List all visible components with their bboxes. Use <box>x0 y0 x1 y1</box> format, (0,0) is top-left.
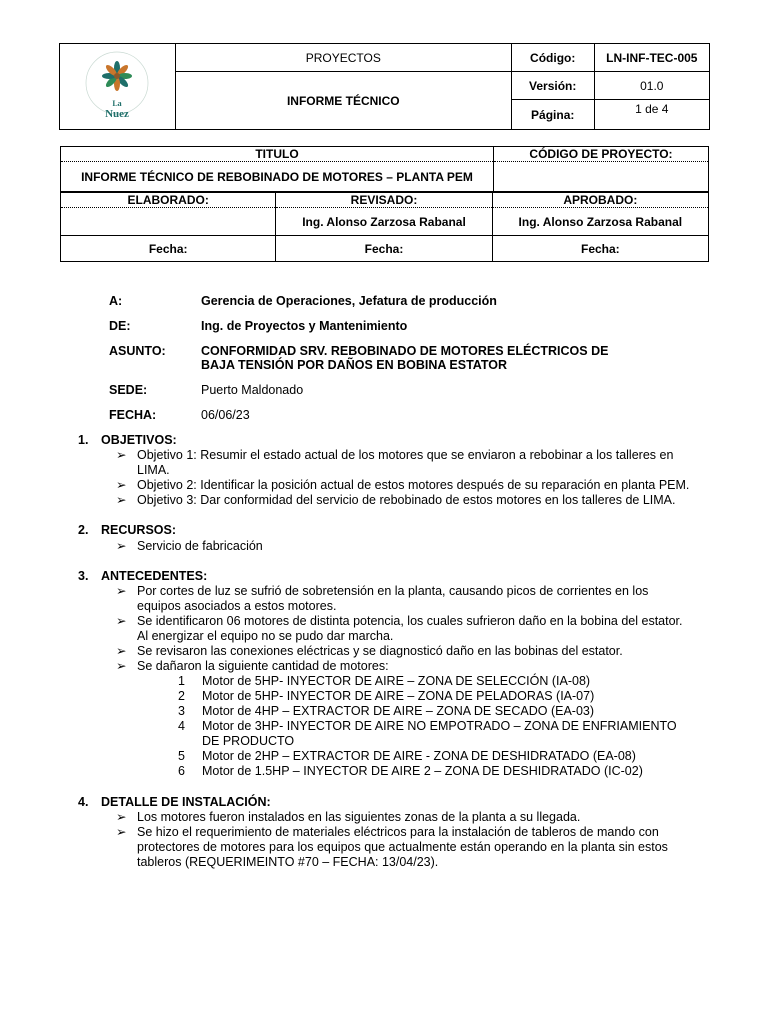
bullet-text: Objetivo 2: Identificar la posición actual de estos motores después de su reparación en planta PEM. <box>137 478 690 492</box>
meta-de-value: Ing. de Proyectos y Mantenimiento <box>201 319 408 333</box>
pagina-label: Página: <box>531 107 575 122</box>
motor-text: Motor de 4HP – EXTRACTOR DE AIRE – ZONA DE SECADO (EA-03) <box>202 704 595 718</box>
list-item <box>116 659 706 674</box>
codigo-value-cell <box>594 44 709 72</box>
list-item <box>116 448 706 478</box>
aprobado-fecha-label: Fecha: <box>580 241 620 256</box>
section-antecedentes-heading <box>78 569 207 583</box>
area-label: PROYECTOS <box>305 50 381 65</box>
revisado-label: REVISADO: <box>350 193 418 207</box>
area-cell <box>175 44 511 72</box>
list-item <box>116 644 706 659</box>
motor-text: Motor de 5HP- INYECTOR DE AIRE – ZONA DE PELADORAS (IA-07) <box>202 689 595 703</box>
codigo-proyecto-label: CÓDIGO DE PROYECTO: <box>529 147 673 161</box>
logo-cell <box>60 44 176 130</box>
section-number: 4. <box>78 795 89 809</box>
document-header <box>59 43 710 130</box>
motor-text: Motor de 5HP- INYECTOR DE AIRE – ZONA DE SELECCIÓN (IA-08) <box>202 674 591 688</box>
bullet-text: Los motores fueron instalados en las siguientes zonas de la planta a su llegada. <box>137 810 581 824</box>
list-item <box>116 825 706 870</box>
list-item <box>116 478 706 493</box>
pagina-value-cell <box>594 100 709 130</box>
svg-text:Nuez: Nuez <box>105 108 130 120</box>
meta-asunto-label: ASUNTO: <box>109 344 166 358</box>
motor-list-item <box>178 764 708 779</box>
version-label-cell <box>511 72 594 100</box>
motor-number: 5 <box>178 749 185 763</box>
arrow-bullet-icon: ➢ <box>116 478 127 492</box>
elaborado-label: ELABORADO: <box>127 193 209 207</box>
elaborado-label-cell <box>61 193 276 208</box>
version-value-cell <box>594 72 709 100</box>
list-item <box>116 584 706 614</box>
arrow-bullet-icon: ➢ <box>116 659 127 673</box>
meta-asunto-value: CONFORMIDAD SRV. REBOBINADO DE MOTORES ELÉCTRICOS DE <box>201 344 609 358</box>
aprobado-label: APROBADO: <box>563 193 638 207</box>
version-value: 01.0 <box>640 78 664 93</box>
revisado-name-cell <box>276 208 492 236</box>
list-item <box>116 493 706 508</box>
motor-number: 4 <box>178 719 185 733</box>
bullet-text: Servicio de fabricación <box>137 539 263 553</box>
bullet-text: Objetivo 1: Resumir el estado actual de los motores que se enviaron a rebobinar a los talleres en <box>137 448 674 462</box>
section-title: OBJETIVOS: <box>101 433 177 447</box>
motor-number: 2 <box>178 689 185 703</box>
motor-list-item <box>178 674 708 689</box>
motor-number: 3 <box>178 704 185 718</box>
approval-table <box>60 146 709 192</box>
titulo-label-cell <box>61 147 494 162</box>
titulo-value: INFORME TÉCNICO DE REBOBINADO DE MOTORES – PLANTA PEM <box>81 169 473 184</box>
codigo-proyecto-label-cell <box>494 147 709 162</box>
arrow-bullet-icon: ➢ <box>116 493 127 507</box>
doc-type-cell <box>175 72 511 130</box>
bullet-text: Se revisaron las conexiones eléctricas y se diagnosticó daño en las bobinas del estator. <box>137 644 623 658</box>
arrow-bullet-icon: ➢ <box>116 584 127 598</box>
section-number: 1. <box>78 433 89 447</box>
titulo-label: TITULO <box>255 147 299 161</box>
section-number: 3. <box>78 569 89 583</box>
bullet-text: Por cortes de luz se sufrió de sobretensión en la planta, causando picos de corrientes en los <box>137 584 649 598</box>
la-nuez-logo <box>77 49 157 121</box>
aprobado-name: Ing. Alonso Zarzosa Rabanal <box>518 214 683 229</box>
motor-text: Motor de 2HP – EXTRACTOR DE AIRE - ZONA DE DESHIDRATADO (EA-08) <box>202 749 636 763</box>
motor-list-item <box>178 749 708 764</box>
bullet-text: Se hizo el requerimiento de materiales eléctricos para la instalación de tableros de mando con <box>137 825 659 839</box>
list-item <box>116 539 706 554</box>
elaborado-name-cell <box>61 208 276 236</box>
bullet-text: Se dañaron la siguiente cantidad de motores: <box>137 659 389 673</box>
meta-de-label: DE: <box>109 319 131 333</box>
section-instalacion-heading <box>78 795 271 809</box>
arrow-bullet-icon: ➢ <box>116 825 127 839</box>
motor-number: 1 <box>178 674 185 688</box>
motor-text-line2: DE PRODUCTO <box>202 734 295 748</box>
bullet-text-line2: LIMA. <box>137 463 170 477</box>
bullet-text: Objetivo 3: Dar conformidad del servicio de rebobinado de estos motores en los talleres de LIMA. <box>137 493 676 507</box>
revisado-label-cell <box>276 193 492 208</box>
svg-text:La: La <box>112 99 123 108</box>
motor-text: Motor de 1.5HP – INYECTOR DE AIRE 2 – ZONA DE DESHIDRATADO (IC-02) <box>202 764 643 778</box>
revisado-name: Ing. Alonso Zarzosa Rabanal <box>302 214 466 229</box>
bullet-text: Se identificaron 06 motores de distinta potencia, los cuales sufrieron daño en la bobina del estator. <box>137 614 683 628</box>
bullet-text-line3: tableros (REQUERIMEINTO #70 – FECHA: 13/04/23). <box>137 855 439 869</box>
meta-a-label: A: <box>109 294 123 308</box>
meta-sede-value: Puerto Maldonado <box>201 383 304 397</box>
motor-list-item <box>178 719 708 749</box>
arrow-bullet-icon: ➢ <box>116 539 127 553</box>
meta-fecha-label: FECHA: <box>109 408 157 422</box>
list-item <box>116 810 706 825</box>
motor-list-item <box>178 704 708 719</box>
pagina-label-cell <box>511 100 594 130</box>
bullet-text-line2: equipos asociados a estos motores. <box>137 599 337 613</box>
meta-sede-label: SEDE: <box>109 383 148 397</box>
bullet-text-line2: Al energizar el equipo no se pudo dar marcha. <box>137 629 394 643</box>
motor-list-item <box>178 689 708 704</box>
bullet-text-line2: protectores de motores para los equipos que actualmente están operando en la planta sin estos <box>137 840 668 854</box>
aprobado-fecha-cell <box>492 236 708 262</box>
signature-table <box>60 192 709 262</box>
pagina-value: 1 de 4 <box>635 102 669 116</box>
meta-asunto-value-line2: BAJA TENSIÓN POR DAÑOS EN BOBINA ESTATOR <box>201 358 508 372</box>
section-title: ANTECEDENTES: <box>101 569 208 583</box>
list-item <box>116 614 706 644</box>
arrow-bullet-icon: ➢ <box>116 644 127 658</box>
motor-number: 6 <box>178 764 185 778</box>
aprobado-label-cell <box>492 193 708 208</box>
version-label: Versión: <box>529 78 577 93</box>
motor-text: Motor de 3HP- INYECTOR DE AIRE NO EMPOTRADO – ZONA DE ENFRIAMIENTO <box>202 719 677 733</box>
revisado-fecha-label: Fecha: <box>364 241 404 256</box>
section-title: DETALLE DE INSTALACIÓN: <box>101 795 271 809</box>
codigo-label: Código: <box>530 50 576 65</box>
section-objetivos-heading <box>78 433 177 447</box>
arrow-bullet-icon: ➢ <box>116 614 127 628</box>
elaborado-fecha-cell <box>61 236 276 262</box>
meta-fecha-value: 06/06/23 <box>201 408 250 422</box>
arrow-bullet-icon: ➢ <box>116 810 127 824</box>
elaborado-fecha-label: Fecha: <box>148 241 188 256</box>
meta-a-value: Gerencia de Operaciones, Jefatura de producción <box>201 294 497 308</box>
codigo-value: LN-INF-TEC-005 <box>606 50 698 65</box>
section-recursos-heading <box>78 523 176 537</box>
arrow-bullet-icon: ➢ <box>116 448 127 462</box>
revisado-fecha-cell <box>276 236 492 262</box>
section-title: RECURSOS: <box>101 523 177 537</box>
codigo-proyecto-value-cell <box>494 162 709 192</box>
titulo-value-cell <box>61 162 494 192</box>
aprobado-name-cell <box>492 208 708 236</box>
doc-type: INFORME TÉCNICO <box>286 93 400 108</box>
codigo-label-cell <box>511 44 594 72</box>
section-number: 2. <box>78 523 89 537</box>
